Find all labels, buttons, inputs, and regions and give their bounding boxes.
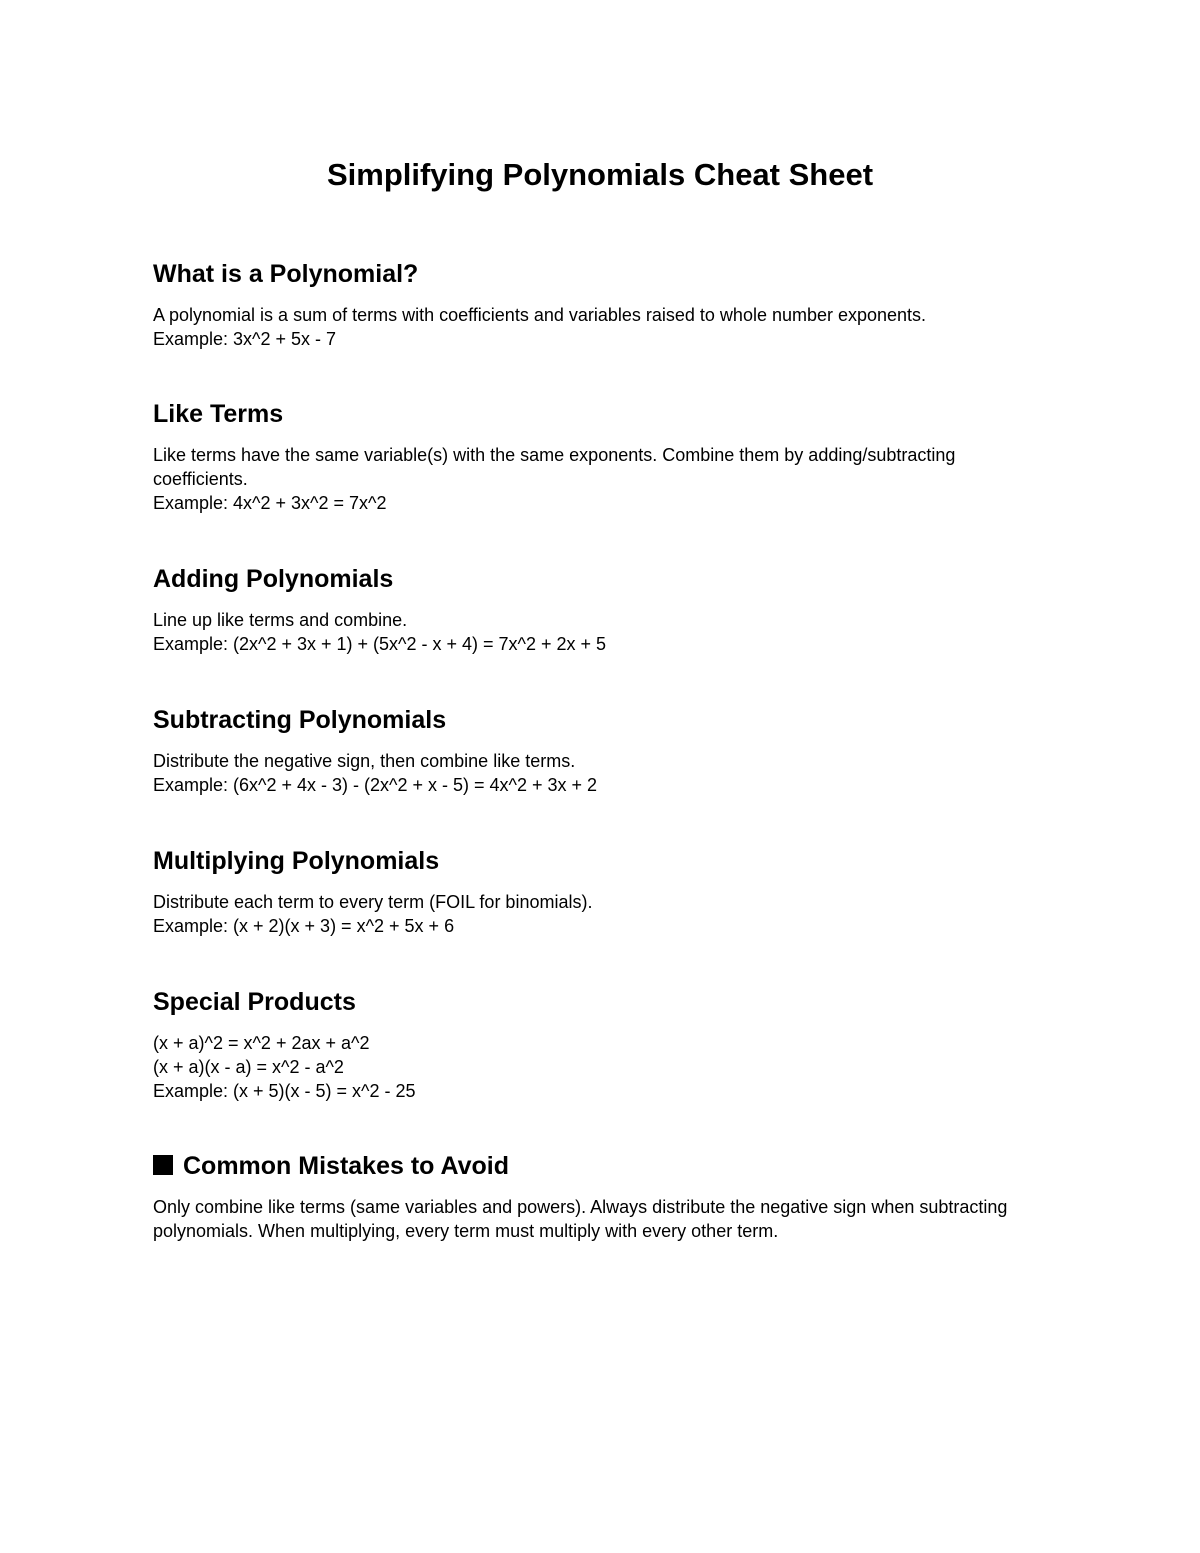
square-bullet-icon [153, 1155, 173, 1175]
section-body [153, 608, 1053, 656]
section-example: Example: 3x^2 + 5x - 7 [153, 329, 337, 349]
section-heading-row [153, 1150, 1053, 1182]
section-body [153, 749, 1053, 797]
section-body [153, 1195, 1053, 1243]
section-example: Example: (x + 5)(x - 5) = x^2 - 25 [153, 1081, 416, 1101]
section-heading: What is a Polynomial? [153, 260, 419, 288]
section-heading: Common Mistakes to Avoid [183, 1152, 509, 1180]
section-text: A polynomial is a sum of terms with coefficients and variables raised to whole number exponents. [153, 305, 927, 325]
section-subtracting-polynomials [153, 704, 1053, 797]
section-body [153, 443, 1053, 515]
section-multiplying-polynomials [153, 845, 1053, 938]
section-heading: Subtracting Polynomials [153, 706, 447, 734]
section-example: Example: 4x^2 + 3x^2 = 7x^2 [153, 493, 387, 513]
section-common-mistakes [153, 1150, 1053, 1243]
section-example: Example: (2x^2 + 3x + 1) + (5x^2 - x + 4) = 7x^2 + 2x + 5 [153, 634, 607, 654]
section-like-terms [153, 398, 1053, 515]
section-text: Distribute the negative sign, then combine like terms. [153, 751, 576, 771]
section-heading: Special Products [153, 988, 356, 1016]
formula-square-of-sum: (x + a)^2 = x^2 + 2ax + a^2 [153, 1033, 370, 1053]
section-text: Only combine like terms (same variables and powers). Always distribute the negative sign when subtracting polynomials. When multiplying, every term must multiply with every other term. [153, 1197, 1008, 1241]
section-heading: Adding Polynomials [153, 565, 394, 593]
section-text: Line up like terms and combine. [153, 610, 408, 630]
page-title: Simplifying Polynomials Cheat Sheet [326, 157, 874, 192]
section-example: Example: (6x^2 + 4x - 3) - (2x^2 + x - 5) = 4x^2 + 3x + 2 [153, 775, 598, 795]
section-heading: Multiplying Polynomials [153, 847, 440, 875]
section-text: Distribute each term to every term (FOIL for binomials). [153, 892, 593, 912]
section-example: Example: (x + 2)(x + 3) = x^2 + 5x + 6 [153, 916, 455, 936]
section-body [153, 890, 1053, 938]
section-what-is-a-polynomial [153, 258, 1053, 351]
section-special-products [153, 986, 1053, 1103]
section-text: Like terms have the same variable(s) with the same exponents. Combine them by adding/subtracting coefficients. [153, 445, 956, 489]
section-body [153, 303, 1053, 351]
section-heading: Like Terms [153, 400, 284, 428]
section-adding-polynomials [153, 563, 1053, 656]
formula-difference-of-squares: (x + a)(x - a) = x^2 - a^2 [153, 1057, 344, 1077]
section-body [153, 1031, 1053, 1103]
